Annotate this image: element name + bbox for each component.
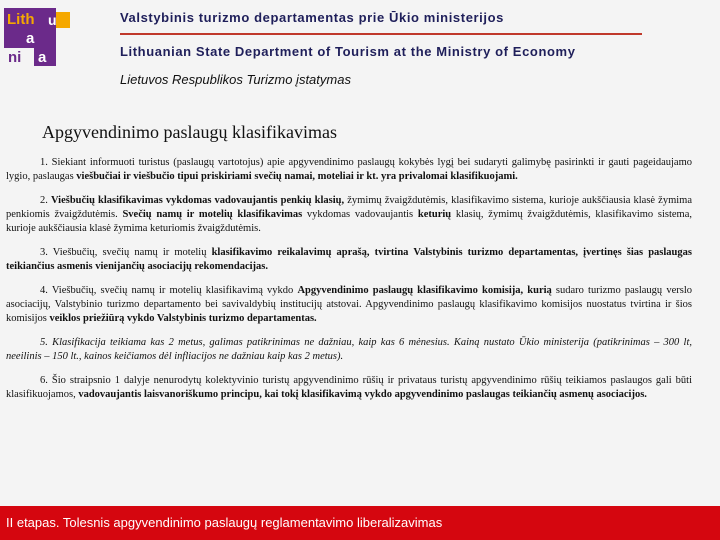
page-title: Apgyvendinimo paslaugų klasifikavimas bbox=[42, 122, 337, 142]
bold-text-run: veiklos priežiūrą vykdo Valstybinis turizmo departamentas. bbox=[49, 313, 317, 324]
bold-text-run: Apgyvendinimo paslaugų klasifikavimo komisija, kurią bbox=[297, 285, 552, 296]
document-body bbox=[6, 156, 692, 412]
text-run: vykdomas vadovaujantis bbox=[302, 209, 418, 220]
org-name-en: Lithuanian State Department of Tourism at the Ministry of Economy bbox=[120, 44, 576, 59]
text-run: žymimų žvaigždutėmis, klasifikavimo sistema, kurioje aukščiausia klasė žymima penkiomis žvaigždutėmis. bbox=[6, 195, 693, 220]
lithuania-logo bbox=[4, 8, 72, 74]
bold-text-run: vadovaujantis laisvanoriškumo principu, kai tokį klasifikavimą vykdo apgyvendinimo paslaugas teikiančių asmenų asociacijos. bbox=[78, 389, 647, 400]
paragraph-6 bbox=[6, 374, 692, 402]
svg-text:a: a bbox=[38, 49, 47, 66]
paragraph-5: 5. Klasifikacija teikiama kas 2 metus, galimas patikrinimas ne dažniau, kaip kas 6 mėnesius. Kainą nustato Ūkio ministerija (patikrinimas – 300 lt, neeilinis – 150 lt., kainos keičiamos dėl infliacijos ne dažniau kaip kas 2 metus). bbox=[6, 337, 692, 362]
svg-text:a: a bbox=[26, 30, 35, 47]
text-run: 3. Viešbučių, svečių namų ir motelių bbox=[40, 247, 212, 258]
org-name-lt: Valstybinis turizmo departamentas prie Ūkio ministerijos bbox=[120, 10, 504, 25]
svg-text:u: u bbox=[48, 12, 57, 28]
paragraph-4 bbox=[6, 284, 692, 326]
footer-bar bbox=[0, 506, 720, 540]
svg-text:ni: ni bbox=[8, 49, 22, 66]
paragraph-1 bbox=[6, 156, 692, 184]
paragraph-2 bbox=[6, 194, 692, 236]
text-run: klasių, žymimų žvaigždutėmis, klasifikavimo sistema, kurioje aukščiausia klasė žymima keturiomis žvaigždutėmis. bbox=[6, 209, 692, 234]
bold-text-run: Svečių namų ir motelių klasifikavimas bbox=[122, 209, 303, 220]
text-run: sudaro turizmo paslaugų verslo asociacijų, Valstybinio turizmo departamento bei savivaldybių institucijų atstovai. Apgyvendinimo paslaugų klasifikavimo komisijos nuostatus tvirtina ir šios komisijos bbox=[6, 285, 692, 324]
bold-text-run: viešbučiai ir viešbučio tipui priskiriami svečių namai, moteliai ir kt. yra privalomai klasifikuojami. bbox=[76, 171, 518, 182]
paragraph-3 bbox=[6, 246, 692, 274]
text-run: 6. Šio straipsnio 1 dalyje nenurodytų kolektyvinio turistų apgyvendinimo rūšių ir privataus turistų apgyvendinimo rūšių teikiamos paslaugos gali būti klasifikuojamos, bbox=[6, 375, 692, 400]
footer-text: II etapas. Tolesnis apgyvendinimo paslaugų reglamentavimo liberalizavimas bbox=[6, 515, 443, 530]
bold-text-run: keturių bbox=[417, 209, 452, 220]
text-run: 4. Viešbučių, svečių namų ir motelių klasifikavimą vykdo bbox=[40, 285, 298, 296]
text-run: 1. Siekiant informuoti turistus (paslaugų vartotojus) apie apgyvendinimo paslaugų kokybės lygį bei sudaryti galimybę pasirinkti ir gauti pageidaujamo lygio, paslaugas bbox=[6, 157, 692, 182]
header-divider bbox=[120, 33, 642, 35]
text-run: 2. bbox=[40, 195, 51, 206]
svg-text:Lith: Lith bbox=[7, 11, 35, 28]
bold-text-run: klasifikavimo reikalavimų aprašą, tvirtina Valstybinis turizmo departamentas, įvertinęs šias paslaugas teikiančius asmenis vienijančių asociacijų rekomendacijas. bbox=[6, 247, 692, 272]
bold-text-run: Viešbučių klasifikavimas vykdomas vadovaujantis penkių klasių, bbox=[50, 195, 345, 206]
law-title: Lietuvos Respublikos Turizmo įstatymas bbox=[120, 72, 351, 87]
